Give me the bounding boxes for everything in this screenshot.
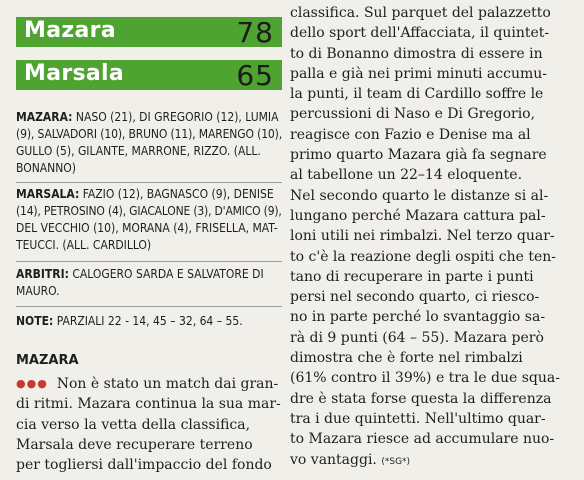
lineup-line: (9), SALVADORI (10), BRUNO (11), MARENGO (10), bbox=[16, 127, 283, 141]
referees-line: MAURO. bbox=[16, 284, 60, 298]
article-line: no in parte perché lo svantaggio sa- bbox=[290, 309, 546, 326]
article-line: dello sport dell'Affacciata, il quintet- bbox=[290, 25, 550, 42]
lineup-line: (14), PETROSINO (4), GIACALONE (3), D'AMICO (9), bbox=[16, 204, 282, 218]
left-column bbox=[6, 0, 282, 480]
lineup-label: MARSALA: bbox=[16, 187, 80, 201]
article-line: dre è stata forse questa la differenza bbox=[290, 390, 552, 407]
section-heading: MAZARA bbox=[16, 353, 79, 368]
bullet-dots-icon: ●●● bbox=[16, 377, 48, 390]
article-line: lungano perché Mazara cattura pal- bbox=[290, 207, 546, 224]
article-line: dimostra che è forte nel rimbalzi bbox=[290, 350, 523, 367]
lineup-line: TEUCCI. (ALL. CARDILLO) bbox=[16, 238, 152, 252]
article-body-left bbox=[16, 374, 282, 475]
article-line: Nel secondo quarto le distanze si al- bbox=[290, 187, 549, 204]
article-line: to Mazara riesce ad accumulare nuo- bbox=[290, 431, 555, 448]
article-line: rà di 9 punti (64 – 55). Mazara però bbox=[290, 329, 544, 346]
article-body-right bbox=[290, 3, 580, 472]
team-name: Mazara bbox=[24, 18, 116, 43]
lineup-line: FAZIO (12), BAGNASCO (9), DENISE bbox=[79, 187, 274, 201]
lineup-line: DEL VECCHIO (10), MORANA (4), FRISELLA, MAT- bbox=[16, 221, 278, 235]
article-line: cia verso la vetta della classifica, bbox=[16, 416, 251, 433]
referees-label: ARBITRI: bbox=[16, 267, 69, 281]
article-line: reagisce con Fazio e Denise ma al bbox=[290, 126, 531, 143]
article-line: primo quarto Mazara già fa segnare bbox=[290, 147, 547, 164]
article-line: loni utili nei rimbalzi. Nel terzo quar- bbox=[290, 228, 555, 245]
team-score: 78 bbox=[236, 16, 274, 49]
article-line: percussioni di Naso e Di Gregorio, bbox=[290, 106, 536, 123]
divider bbox=[16, 261, 282, 262]
lineup-mazara bbox=[16, 109, 282, 177]
score-bar-mazara bbox=[16, 17, 282, 47]
notes-label: NOTE: bbox=[16, 314, 54, 328]
article-line: tra i due quintetti. Nell'ultimo quar- bbox=[290, 410, 546, 427]
score-bar-marsala bbox=[16, 60, 282, 90]
article-line: di ritmi. Mazara continua la sua mar- bbox=[16, 396, 281, 413]
article-line: per togliersi dall'impaccio del fondo bbox=[16, 457, 272, 474]
author-signature: (*SG*) bbox=[381, 456, 411, 467]
article-line: tano di recuperare in parte i punti bbox=[290, 268, 534, 285]
referees-line: CALOGERO SARDA E SALVATORE DI bbox=[68, 267, 264, 281]
lineup-line: BONANNO) bbox=[16, 161, 77, 175]
article-line: palla e già nei primi minuti accumu- bbox=[290, 65, 548, 82]
article-line: Non è stato un match dai gran- bbox=[56, 376, 279, 392]
lineup-marsala bbox=[16, 186, 282, 254]
article-line: to di Bonanno dimostra di essere in bbox=[290, 45, 543, 62]
lineup-label: MAZARA: bbox=[16, 110, 73, 124]
article-line: vo vantaggi. bbox=[290, 451, 377, 468]
divider bbox=[16, 306, 282, 307]
right-column bbox=[290, 0, 580, 480]
lineup-line: GULLO (5), GILANTE, MARRONE, RIZZO. (ALL. bbox=[16, 144, 261, 158]
lineup-line: NASO (21), DI GREGORIO (12), LUMIA bbox=[72, 110, 279, 124]
article-line: la punti, il team di Cardillo soffre le bbox=[290, 86, 544, 103]
team-score: 65 bbox=[236, 59, 274, 92]
team-name: Marsala bbox=[24, 61, 125, 86]
article-line: Marsala deve recuperare terreno bbox=[16, 436, 253, 453]
article-line: to c'è la reazione degli ospiti che ten- bbox=[290, 248, 557, 265]
divider bbox=[16, 182, 282, 183]
article-line: classifica. Sul parquet del palazzetto bbox=[290, 5, 551, 21]
article-line: (61% contro il 39%) e tra le due squa- bbox=[290, 370, 560, 387]
notes bbox=[16, 313, 282, 330]
notes-line: PARZIALI 22 - 14, 45 – 32, 64 – 55. bbox=[53, 314, 243, 328]
referees bbox=[16, 266, 282, 300]
article-line: al tabellone un 22–14 eloquente. bbox=[290, 167, 523, 184]
article-line: persi nel secondo quarto, ci riesco- bbox=[290, 289, 540, 306]
